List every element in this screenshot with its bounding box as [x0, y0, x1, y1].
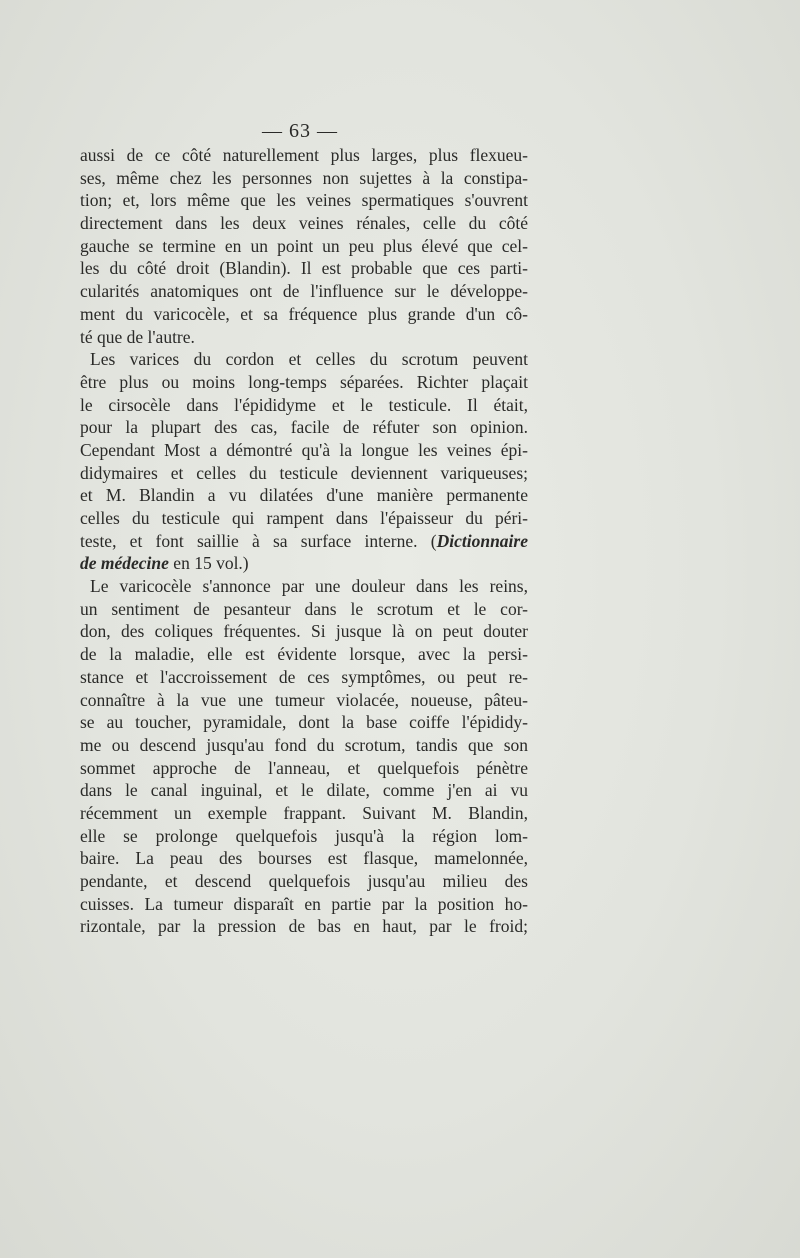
text-line: et M. Blandin a vu dilatées d'une manière permanente: [80, 485, 528, 506]
text-line: dans le canal inguinal, et le dilate, comme j'en ai vu: [80, 780, 528, 801]
text-line: un sentiment de pesanteur dans le scrotum et le cor-: [80, 598, 528, 619]
italic-title: Dictionnaire: [436, 530, 528, 551]
text-line: se au toucher, pyramidale, dont la base coiffe l'épididy-: [80, 712, 528, 733]
text-line: pour la plupart des cas, facile de réfuter son opinion.: [80, 417, 528, 438]
text-line: récemment un exemple frappant. Suivant M. Blandin,: [80, 802, 528, 823]
text-line: stance et l'accroissement de ces symptômes, ou peut re-: [80, 666, 528, 687]
text-line: de la maladie, elle est évidente lorsque, avec la persi-: [80, 644, 528, 665]
body-text: [80, 144, 528, 938]
text-line: Cependant Most a démontré qu'à la longue les veines épi-: [80, 439, 528, 460]
text-line: didymaires et celles du testicule deviennent variqueuses;: [80, 462, 528, 483]
text-line: [80, 552, 528, 575]
text-line: être plus ou moins long-temps séparées. Richter plaçait: [80, 371, 528, 392]
text-line: cuisses. La tumeur disparaît en partie par la position ho-: [80, 893, 528, 914]
text-line: ment du varicocèle, et sa fréquence plus grande d'un cô-: [80, 303, 528, 324]
text-line: les du côté droit (Blandin). Il est probable que ces parti-: [80, 258, 528, 279]
text-line: aussi de ce côté naturellement plus larges, plus flexueu-: [80, 145, 528, 165]
text-line: ses, même chez les personnes non sujettes à la constipa-: [80, 167, 528, 188]
italic-title: de médecine: [80, 553, 169, 574]
text-line: tion; et, lors même que les veines spermatiques s'ouvrent: [80, 190, 528, 211]
text-segment: teste, et font saillie à sa surface interne. (: [80, 530, 437, 551]
text-line: rizontale, par la pression de bas en haut, par le froid;: [80, 916, 528, 937]
text-line: pendante, et descend quelquefois jusqu'au milieu des: [80, 871, 528, 891]
text-line: celles du testicule qui rampent dans l'épaisseur du péri-: [80, 508, 528, 528]
text-line: Les varices du cordon et celles du scrotum peuvent: [90, 349, 528, 370]
text-line: directement dans les deux veines rénales, celle du côté: [80, 213, 528, 234]
text-line: gauche se termine en un point un peu plus élevé que cel-: [80, 235, 528, 256]
text-line: sommet approche de l'anneau, et quelquefois pénètre: [80, 757, 528, 778]
text-line: me ou descend jusqu'au fond du scrotum, tandis que son: [80, 734, 528, 755]
text-line: té que de l'autre.: [80, 326, 195, 347]
text-line: elle se prolonge quelquefois jusqu'à la région lom-: [80, 825, 528, 846]
text-line: connaître à la vue une tumeur violacée, noueuse, pâteu-: [80, 689, 528, 710]
text-line: baire. La peau des bourses est flasque, mamelonnée,: [80, 848, 528, 869]
text-line: don, des coliques fréquentes. Si jusque là on peut douter: [80, 621, 528, 642]
text-line: Le varicocèle s'annonce par une douleur dans les reins,: [90, 576, 528, 597]
text-line: [80, 530, 528, 553]
text-line: le cirsocèle dans l'épididyme et le testicule. Il était,: [80, 394, 528, 415]
page-number: — 63 —: [262, 120, 338, 142]
text-segment: en 15 vol.): [168, 553, 249, 574]
text-line: cularités anatomiques ont de l'influence sur le développe-: [80, 281, 528, 302]
